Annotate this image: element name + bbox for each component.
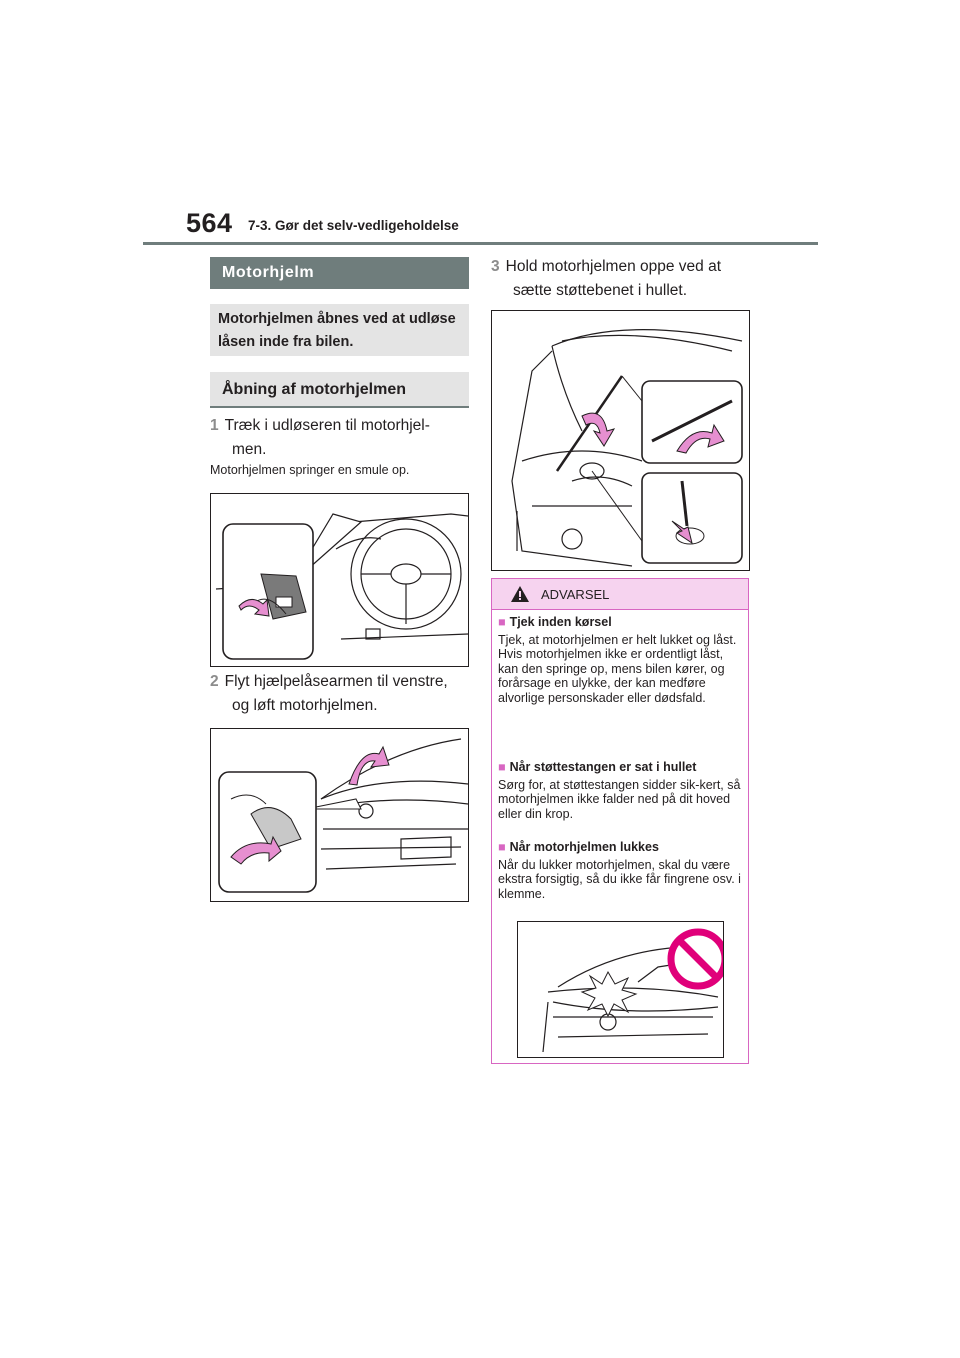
- warning-item-1-heading: Tjek inden kørsel: [509, 615, 612, 629]
- step-3-number: 3: [491, 258, 500, 275]
- main-heading: Motorhjelm: [210, 257, 469, 289]
- warning-item-1-body: Tjek, at motorhjelmen er helt lukket og låst. Hvis motorhjelmen ikke er ordentligt låst, kan den springe op, mens bilen kører, og forårsage en ulykke, der kan medføre alvorlige personskader eller dødsfald.: [498, 632, 737, 705]
- summary-box: Motorhjelmen åbnes ved at udløse låsen inde fra bilen.: [210, 304, 469, 356]
- bullet-square-icon: ■: [498, 760, 506, 774]
- warning-item-2-heading: Når støttestangen er sat i hullet: [509, 760, 697, 774]
- warning-item-2-body: Sørg for, at støttestangen sidder sik-kert, så motorhjelmen ikke falder ned på dit hoved eller din krop.: [498, 777, 741, 821]
- figure-support-rod: [491, 310, 750, 571]
- warning-item-1: [498, 615, 742, 705]
- warning-item-3-heading: Når motorhjelmen lukkes: [509, 840, 659, 854]
- step-1: [210, 414, 470, 462]
- bullet-square-icon: ■: [498, 615, 506, 629]
- page-number: 564: [186, 208, 233, 238]
- auxiliary-catch-illustration: [211, 729, 468, 901]
- warning-item-3: [498, 840, 742, 901]
- step-2-line-1: Flyt hjælpelåsearmen til venstre,: [224, 673, 448, 690]
- support-rod-illustration: [492, 311, 749, 570]
- step-1-line-2: men.: [232, 441, 267, 458]
- figure-hood-release: [210, 493, 469, 667]
- step-2-number: 2: [210, 673, 219, 690]
- closing-hood-illustration: [518, 922, 723, 1057]
- figure-auxiliary-catch: [210, 728, 469, 902]
- warning-item-2: [498, 760, 742, 821]
- step-1-number: 1: [210, 417, 219, 434]
- step-1-note: Motorhjelmen springer en smule op.: [210, 463, 410, 477]
- warning-box: [491, 578, 749, 1064]
- section-title: 7-3. Gør det selv-vedligeholdelse: [248, 218, 459, 233]
- step-2: [210, 670, 470, 718]
- warning-item-3-body: Når du lukker motorhjelmen, skal du være ekstra forsigtig, så du ikke får fingrene osv. i klemme.: [498, 857, 741, 901]
- warning-triangle-icon: [510, 585, 530, 603]
- step-1-line-1: Træk i udløseren til motorhjel-: [224, 417, 430, 434]
- warning-header: [492, 579, 748, 610]
- step-3-line-2: sætte støttebenet i hullet.: [513, 282, 688, 299]
- header-rule: [143, 242, 818, 245]
- figure-closing-hood: [517, 921, 724, 1058]
- hood-release-illustration: [211, 494, 468, 666]
- bullet-square-icon: ■: [498, 840, 506, 854]
- step-2-line-2: og løft motorhjelmen.: [232, 697, 378, 714]
- sub-heading: Åbning af motorhjelmen: [210, 372, 469, 408]
- step-3-line-1: Hold motorhjelmen oppe ved at: [505, 258, 722, 275]
- step-3: [491, 255, 756, 303]
- warning-title: ADVARSEL: [541, 587, 610, 602]
